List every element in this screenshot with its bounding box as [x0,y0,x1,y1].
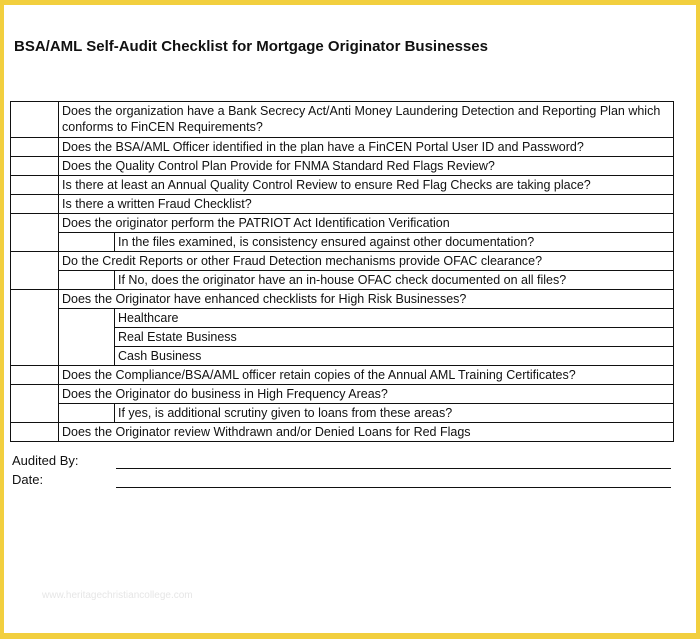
audited-by-label: Audited By: [12,453,79,468]
question-text: Does the originator perform the PATRIOT Act Identification Verification [59,214,674,233]
checklist-row [11,423,674,442]
page-title: BSA/AML Self-Audit Checklist for Mortgage Originator Businesses [14,38,488,55]
subquestion-text: Healthcare [115,309,674,328]
checkbox-cell[interactable] [11,214,59,252]
subquestion-text: If No, does the originator have an in-house OFAC check documented on all files? [115,271,674,290]
subquestion-text: In the files examined, is consistency ensured against other documentation? [115,233,674,252]
checkbox-cell[interactable] [11,385,59,423]
checklist-row [11,102,674,138]
checkbox-cell[interactable] [11,138,59,157]
question-text: Do the Credit Reports or other Fraud Detection mechanisms provide OFAC clearance? [59,252,674,271]
indent-cell [59,233,115,252]
audited-by-line[interactable] [116,468,671,469]
checkbox-cell[interactable] [11,366,59,385]
checkbox-cell[interactable] [11,252,59,290]
checklist-row [11,252,674,271]
checkbox-cell[interactable] [11,423,59,442]
indent-cell [59,271,115,290]
checkbox-cell[interactable] [11,290,59,366]
indent-cell [59,309,115,366]
checklist-row [11,195,674,214]
question-text: Does the Quality Control Plan Provide for FNMA Standard Red Flags Review? [59,157,674,176]
checklist-subrow [11,271,674,290]
question-text: Does the Originator have enhanced checklists for High Risk Businesses? [59,290,674,309]
date-line[interactable] [116,487,671,488]
checklist-row [11,366,674,385]
checklist-row [11,385,674,404]
checklist-subrow [11,404,674,423]
checklist-row [11,157,674,176]
checklist-row [11,290,674,309]
document-page [4,5,696,633]
question-text: Does the Originator do business in High Frequency Areas? [59,385,674,404]
question-text: Does the Compliance/BSA/AML officer retain copies of the Annual AML Training Certificates? [59,366,674,385]
question-text: Does the organization have a Bank Secrecy Act/Anti Money Laundering Detection and Reporting Plan which conforms to FinCEN Requirements? [59,102,674,138]
question-text: Is there at least an Annual Quality Control Review to ensure Red Flag Checks are taking place? [59,176,674,195]
checklist-subrow [11,233,674,252]
indent-cell [59,404,115,423]
subquestion-text: Real Estate Business [115,328,674,347]
question-text: Does the BSA/AML Officer identified in the plan have a FinCEN Portal User ID and Password? [59,138,674,157]
checkbox-cell[interactable] [11,157,59,176]
checkbox-cell[interactable] [11,176,59,195]
question-text: Is there a written Fraud Checklist? [59,195,674,214]
date-label: Date: [12,472,44,487]
checkbox-cell[interactable] [11,102,59,138]
checklist-row [11,214,674,233]
checklist-subrow [11,309,674,328]
watermark: www.heritagechristiancollege.com [42,590,193,601]
checklist-row [11,176,674,195]
checkbox-cell[interactable] [11,195,59,214]
subquestion-text: Cash Business [115,347,674,366]
question-text: Does the Originator review Withdrawn and/or Denied Loans for Red Flags [59,423,674,442]
checklist-table [10,101,674,442]
checklist-row [11,138,674,157]
subquestion-text: If yes, is additional scrutiny given to loans from these areas? [115,404,674,423]
